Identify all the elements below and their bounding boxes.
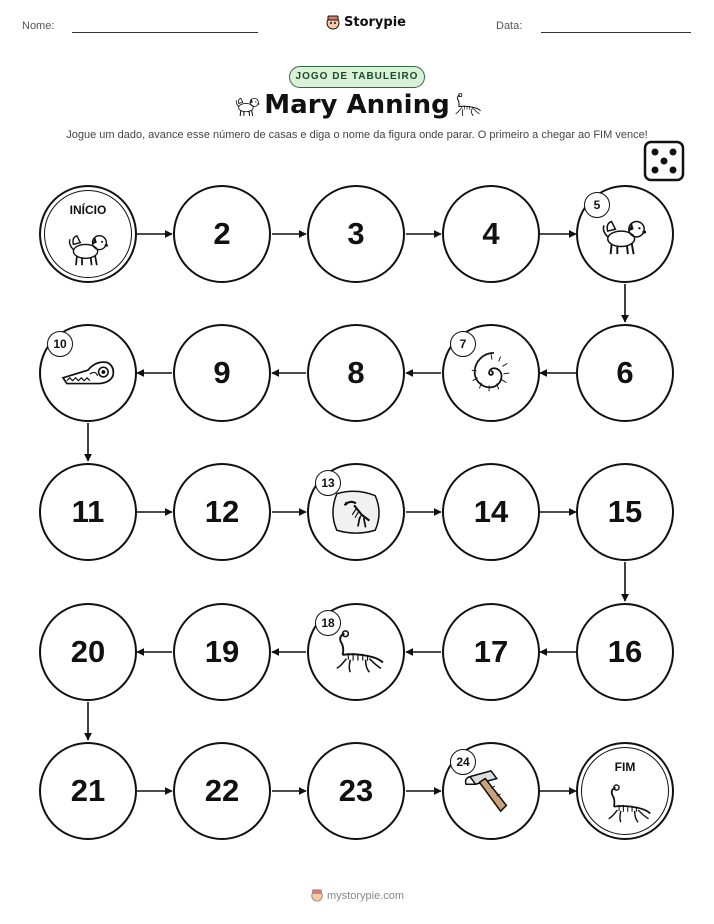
space-5[interactable] (576, 185, 674, 283)
start-label: INÍCIO (69, 203, 107, 217)
dog-icon (63, 225, 115, 269)
name-label: Nome: (22, 20, 55, 32)
game-type-badge: JOGO DE TABULEIRO (289, 66, 425, 88)
footer (0, 888, 714, 902)
brand-name: Storypie (344, 14, 406, 30)
space-number-badge: 13 (315, 470, 341, 496)
dinosaur-fossil-icon (327, 488, 385, 536)
storypie-mascot-icon (310, 888, 324, 902)
space-22[interactable]: 22 (173, 742, 271, 840)
ichthyosaur-skull-icon (59, 349, 117, 397)
end-label: FIM (614, 760, 636, 774)
space-6[interactable]: 6 (576, 324, 674, 422)
space-9[interactable]: 9 (173, 324, 271, 422)
instructions: Jogue um dado, avance esse número de casas e diga o nome da figura onde parar. O primeiro a chegar ao FIM vence! (66, 129, 648, 141)
space-8[interactable]: 8 (307, 324, 405, 422)
space-21[interactable]: 21 (39, 742, 137, 840)
space-17[interactable]: 17 (442, 603, 540, 701)
space-11[interactable]: 11 (39, 463, 137, 561)
space-start[interactable] (39, 185, 137, 283)
date-label: Data: (496, 20, 523, 32)
space-10[interactable] (39, 324, 137, 422)
hammer-icon (462, 767, 520, 815)
space-14[interactable]: 14 (442, 463, 540, 561)
space-23[interactable]: 23 (307, 742, 405, 840)
space-4[interactable]: 4 (442, 185, 540, 283)
space-number-badge: 24 (450, 749, 476, 775)
plesiosaur-skeleton-icon (327, 628, 385, 676)
ammonite-icon (462, 349, 520, 397)
space-number-badge: 18 (315, 610, 341, 636)
space-number-badge: 10 (47, 331, 73, 357)
plesiosaur-skeleton-icon (600, 782, 652, 826)
space-end[interactable] (576, 742, 674, 840)
footer-url[interactable]: mystorypie.com (327, 890, 405, 902)
space-19[interactable]: 19 (173, 603, 271, 701)
page-title: Mary Anning (264, 90, 450, 120)
space-number-badge: 7 (450, 331, 476, 357)
space-15[interactable]: 15 (576, 463, 674, 561)
space-18[interactable] (307, 603, 405, 701)
space-12[interactable]: 12 (173, 463, 271, 561)
space-2[interactable]: 2 (173, 185, 271, 283)
space-24[interactable] (442, 742, 540, 840)
space-16[interactable]: 16 (576, 603, 674, 701)
space-3[interactable]: 3 (307, 185, 405, 283)
space-20[interactable]: 20 (39, 603, 137, 701)
dog-icon (596, 210, 654, 258)
space-number-badge: 5 (584, 192, 610, 218)
space-7[interactable] (442, 324, 540, 422)
space-13[interactable] (307, 463, 405, 561)
